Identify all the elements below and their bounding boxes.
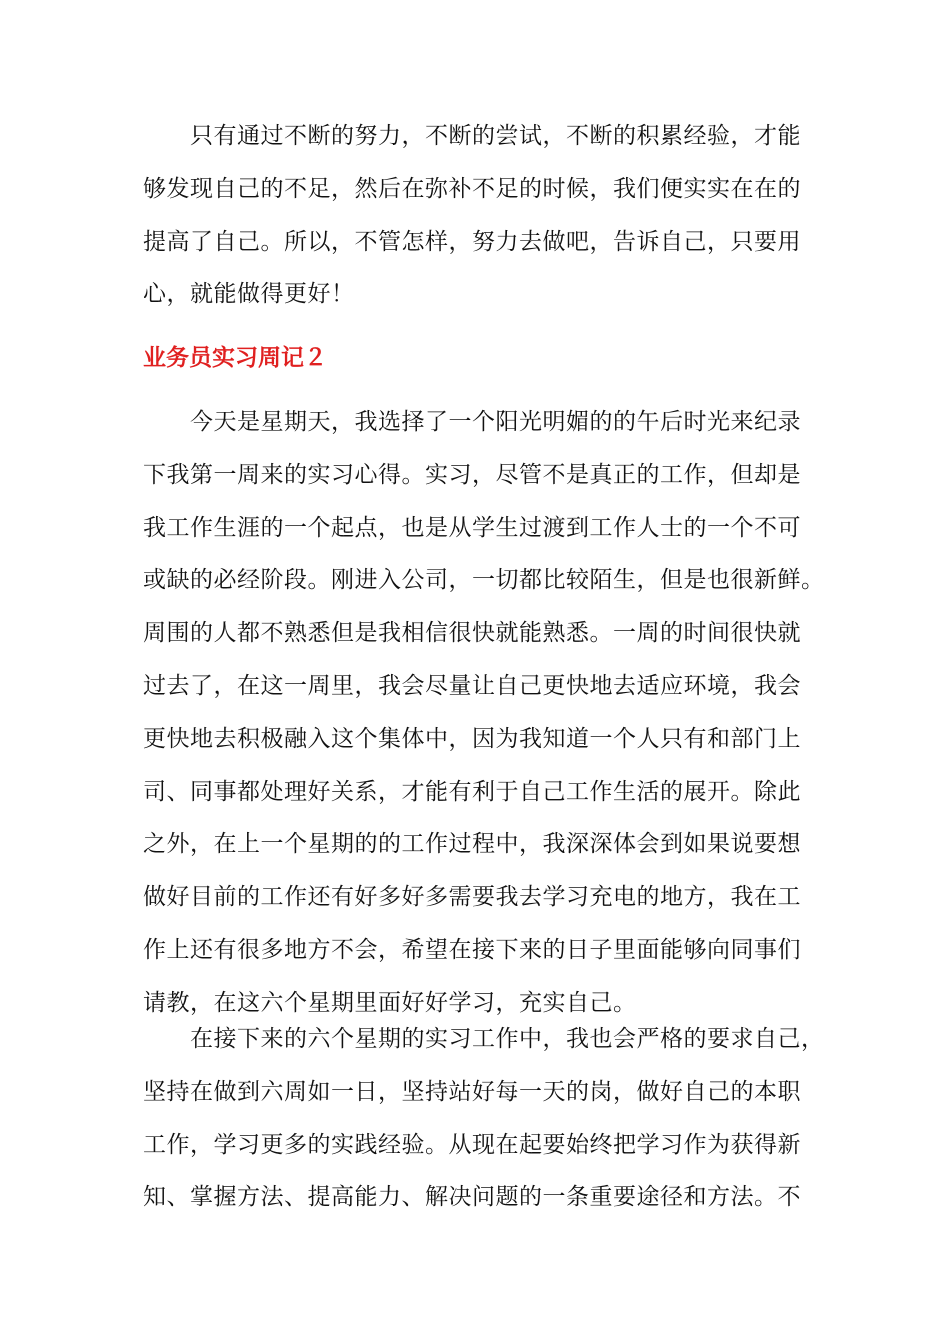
paragraph-line: 或缺的必经阶段。刚进入公司，一切都比较陌生，但是也很新鲜。: [143, 567, 825, 594]
paragraph-line: 坚持在做到六周如一日，坚持站好每一天的岗，做好自己的本职: [143, 1078, 801, 1105]
section-heading: 业务员实习周记２: [143, 345, 327, 371]
paragraph-1: [143, 110, 813, 321]
paragraph-line: 今天是星期天，我选择了一个阳光明媚的的午后时光来纪录: [190, 409, 801, 435]
paragraph-line: 更快地去积极融入这个集体中，因为我知道一个人只有和部门上: [143, 725, 801, 752]
paragraph-line: 知、掌握方法、提高能力、解决问题的一条重要途径和方法。不: [143, 1184, 801, 1211]
paragraph-line: 请教，在这六个星期里面好好学习，充实自己。: [143, 989, 637, 1016]
paragraph-line: 工作，学习更多的实践经验。从现在起要始终把学习作为获得新: [143, 1131, 801, 1158]
paragraph-line: 之外，在上一个星期的的工作过程中，我深深体会到如果说要想: [143, 831, 801, 858]
paragraph-line: 在接下来的六个星期的实习工作中，我也会严格的要求自己，: [190, 1026, 825, 1052]
paragraph-line: 只有通过不断的努力，不断的尝试，不断的积累经验，才能: [190, 123, 801, 149]
paragraph-line: 周围的人都不熟悉但是我相信很快就能熟悉。一周的时间很快就: [143, 620, 801, 647]
paragraph-line: 司、同事都处理好关系，才能有利于自己工作生活的展开。除此: [143, 778, 801, 805]
paragraph-line: 提高了自己。所以，不管怎样，努力去做吧，告诉自己，只要用: [143, 228, 801, 255]
paragraph-line: 过去了，在这一周里，我会尽量让自己更快地去适应环境，我会: [143, 672, 801, 699]
paragraph-2: [143, 396, 825, 1030]
paragraph-3: [143, 1013, 825, 1224]
paragraph-line: 作上还有很多地方不会，希望在接下来的日子里面能够向同事们: [143, 936, 801, 963]
paragraph-line: 心，就能做得更好！: [143, 281, 355, 308]
paragraph-line: 做好目前的工作还有好多好多需要我去学习充电的地方，我在工: [143, 884, 801, 911]
paragraph-line: 我工作生涯的一个起点，也是从学生过渡到工作人士的一个不可: [143, 514, 801, 541]
paragraph-line: 够发现自己的不足，然后在弥补不足的时候，我们便实实在在的: [143, 175, 801, 202]
paragraph-line: 下我第一周来的实习心得。实习，尽管不是真正的工作，但却是: [143, 461, 801, 488]
